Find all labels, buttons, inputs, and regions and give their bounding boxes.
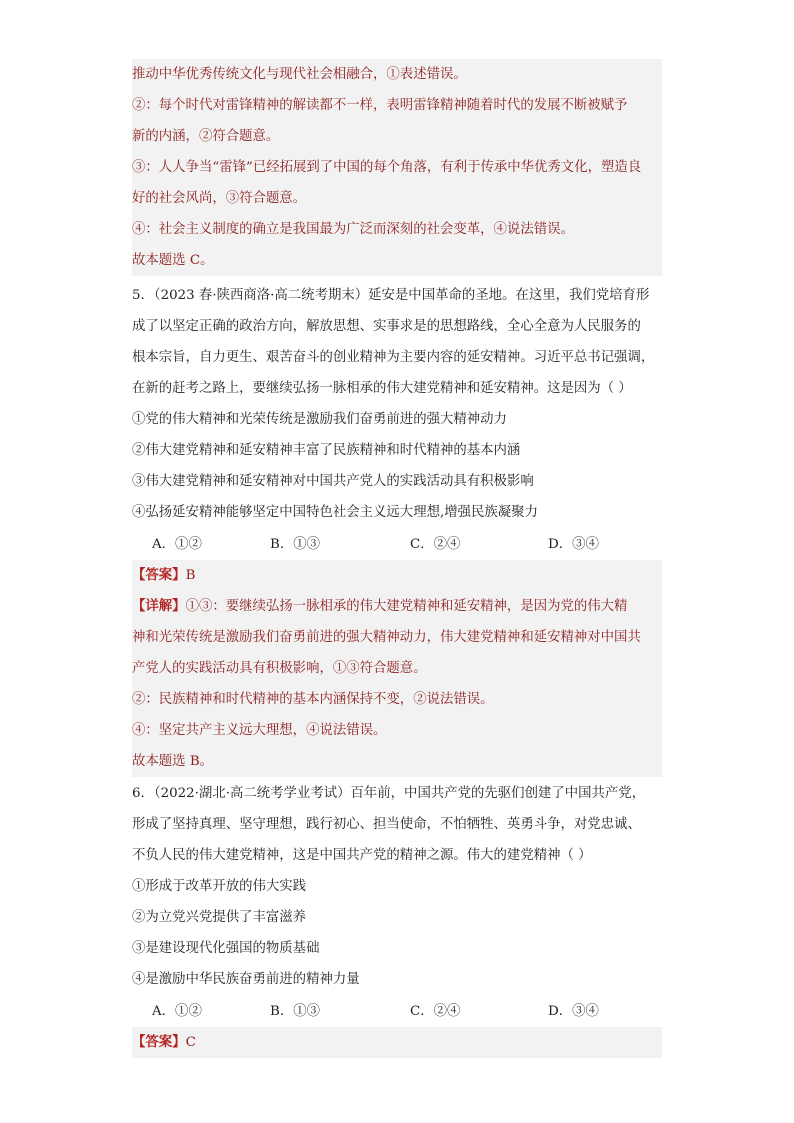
- q6-statement-3: ③是建设现代化强国的物质基础: [132, 941, 320, 956]
- q5-option-b[interactable]: B．①③: [270, 537, 321, 552]
- q4-analysis-line-5: 好的社会风尚，③符合题意。: [132, 183, 662, 214]
- q5-stem-line-2: 成了以坚定正确的政治方向，解放思想、实事求是的思想路线，全心全意为人民服务的: [132, 319, 641, 334]
- q5-conclusion: 故本题选 B。: [132, 746, 662, 777]
- q5-detail-label: 【详解】: [132, 598, 186, 614]
- q4-analysis-line-2: ②：每个时代对雷锋精神的解读都不一样，表明雷锋精神随着时代的发展不断被赋予: [132, 90, 662, 121]
- q5-answer-label: 【答案】: [132, 567, 186, 583]
- q5-option-c[interactable]: C．②④: [410, 537, 461, 552]
- q5-answer-row: [132, 560, 662, 591]
- q4-analysis-line-3: 新的内涵，②符合题意。: [132, 121, 662, 152]
- q6-statement-4: ④是激励中华民族奋勇前进的精神力量: [132, 972, 360, 987]
- q6-statement-1: ①形成于改革开放的伟大实践: [132, 879, 307, 894]
- q5-stem-line-4: 在新的赶考之路上，要继续弘扬一脉相承的伟大建党精神和延安精神。这是因为（ ）: [132, 381, 632, 396]
- q5-detail-line-1: ①③：要继续弘扬一脉相承的伟大建党精神和延安精神，是因为党的伟大精: [185, 599, 628, 614]
- q6-option-c[interactable]: C．②④: [410, 1004, 461, 1019]
- q5-option-a[interactable]: A．①②: [152, 537, 202, 552]
- q5-statement-3: ③伟大建党精神和延安精神对中国共产党人的实践活动具有积极影响: [132, 474, 534, 489]
- q6-answer-label: 【答案】: [132, 1034, 186, 1050]
- q6-option-d[interactable]: D．③④: [548, 1004, 599, 1019]
- q6-stem-line-2: 形成了坚持真理、坚守理想，践行初心、担当使命，不怕牺牲、英勇斗争，对党忠诚、: [132, 817, 641, 832]
- q5-option-d[interactable]: D．③④: [548, 537, 599, 552]
- q6-option-a[interactable]: A．①②: [152, 1004, 202, 1019]
- q4-conclusion: 故本题选 C。: [132, 245, 662, 276]
- q5-statement-2: ②伟大建党精神和延安精神丰富了民族精神和时代精神的基本内涵: [132, 443, 521, 458]
- q5-detail-line-3: 产党人的实践活动具有积极影响，①③符合题意。: [132, 653, 662, 684]
- q5-statement-4: ④弘扬延安精神能够坚定中国特色社会主义远大理想,增强民族凝聚力: [132, 505, 538, 520]
- q5-stem-line-1: 5．（2023 春·陕西商洛·高二统考期末）延安是中国革命的圣地。在这里，我们党培育形: [132, 288, 650, 303]
- q4-analysis-line-6: ④：社会主义制度的确立是我国最为广泛而深刻的社会变革，④说法错误。: [132, 214, 662, 245]
- q6-stem-line-3: 不负人民的伟大建党精神，这是中国共产党的精神之源。伟大的建党精神（ ）: [132, 848, 592, 863]
- q5-stem-line-3: 根本宗旨，自力更生、艰苦奋斗的创业精神为主要内容的延安精神。习近平总书记强调，: [132, 350, 655, 365]
- q6-options: [132, 996, 662, 1027]
- q5-answer-value: B: [185, 568, 196, 583]
- q4-analysis-line-1: 推动中华优秀传统文化与现代社会相融合，①表述错误。: [132, 59, 662, 90]
- q6-option-b[interactable]: B．①③: [270, 1004, 321, 1019]
- q5-detail-row: [132, 591, 662, 622]
- q5-detail-line-2: 神和光荣传统是激励我们奋勇前进的强大精神动力，伟大建党精神和延安精神对中国共: [132, 622, 662, 653]
- q5-detail-line-5: ④：坚定共产主义远大理想，④说法错误。: [132, 715, 662, 746]
- q5-statement-1: ①党的伟大精神和光荣传统是激励我们奋勇前进的强大精神动力: [132, 412, 507, 427]
- q6-answer-row: [132, 1027, 662, 1058]
- q6-stem-line-1: 6．（2022·湖北·高二统考学业考试）百年前，中国共产党的先驱们创建了中国共产党，: [132, 786, 646, 801]
- q5-options: [132, 529, 662, 560]
- q5-detail-line-4: ②：民族精神和时代精神的基本内涵保持不变，②说法错误。: [132, 684, 662, 715]
- q4-analysis-line-4: ③：人人争当“雷锋”已经拓展到了中国的每个角落，有利于传承中华优秀文化，塑造良: [132, 152, 662, 183]
- q6-statement-2: ②为立党兴党提供了丰富滋养: [132, 910, 307, 925]
- q6-answer-value: C: [185, 1035, 196, 1050]
